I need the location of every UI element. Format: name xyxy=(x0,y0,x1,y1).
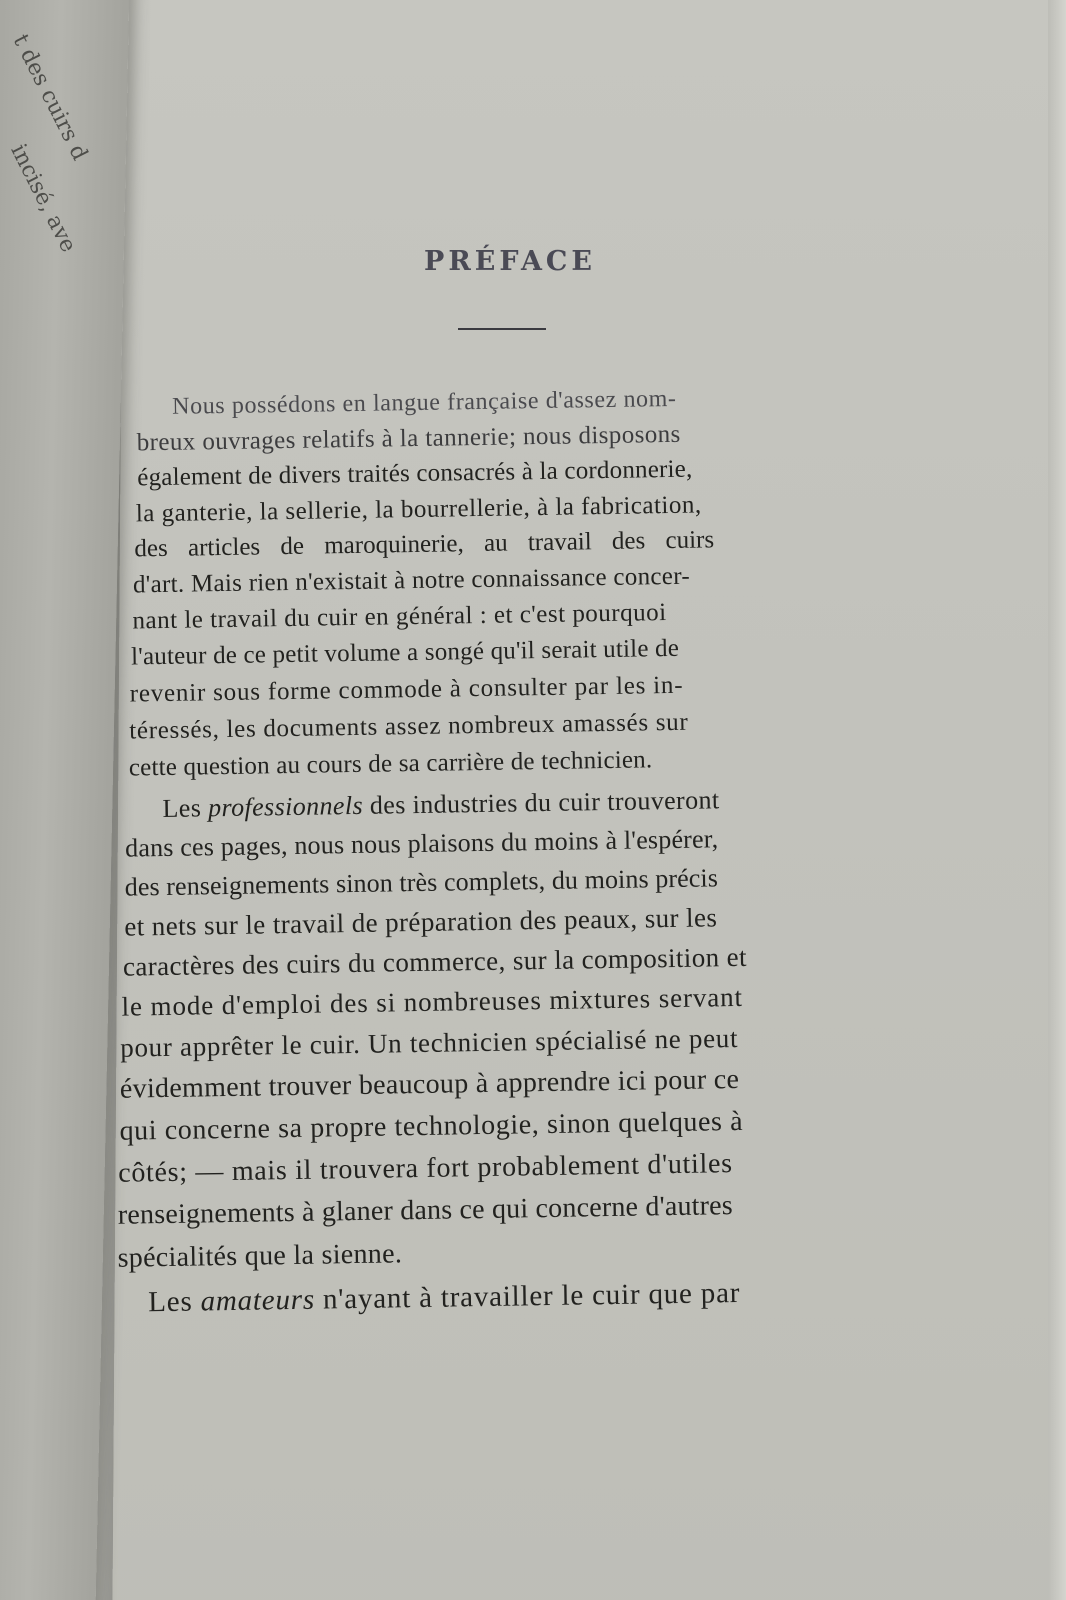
text-line: caractères des cuirs du commerce, sur la composition et xyxy=(122,941,748,982)
text-line: également de divers traités consacrés à la cordonnerie, xyxy=(137,455,693,492)
text-line: Nous possédons en langue française d'assez nom- xyxy=(171,385,677,420)
body-text xyxy=(96,382,936,1319)
text-line: dans ces pages, nous nous plaisons du moins à l'espérer, xyxy=(124,824,719,863)
previous-page-fragment: incisé, ave xyxy=(5,140,81,257)
text-run: n'ayant à travailler le cuir que par xyxy=(314,1276,741,1316)
text-line: revenir sous forme commode à consulter par les in- xyxy=(129,671,684,708)
text-line xyxy=(162,785,719,824)
emphasis-text: professionnels xyxy=(207,790,364,823)
text-line: d'art. Mais rien n'existait à notre connaissance concer- xyxy=(132,562,691,599)
text-line: nant le travail du cuir en général : et c'est pourquoi xyxy=(132,599,667,635)
text-line: téressés, les documents assez nombreux amassés sur xyxy=(129,708,689,745)
emphasis-text: amateurs xyxy=(200,1283,316,1318)
title-rule xyxy=(458,328,546,330)
text-run: Les xyxy=(148,1285,201,1319)
text-line: spécialités que la sienne. xyxy=(117,1238,403,1274)
text-run: Les xyxy=(162,793,209,824)
page-title: PRÉFACE xyxy=(424,246,596,277)
previous-page-fragment: t des cuirs d xyxy=(7,30,93,165)
text-line: pour apprêter le cuir. Un technicien spécialisé ne peut xyxy=(120,1022,739,1063)
text-line: breux ouvrages relatifs à la tannerie; nous disposons xyxy=(136,420,681,457)
text-line: renseignements à glaner dans ce qui concerne d'autres xyxy=(117,1190,734,1231)
text-line: des articles de maroquinerie, au travail des cuirs xyxy=(134,526,715,563)
text-line: qui concerne sa propre technologie, sinon quelques à xyxy=(119,1105,744,1147)
text-line: cette question au cours de sa carrière de technicien. xyxy=(128,746,653,782)
text-line: et nets sur le travail de préparation des peaux, sur les xyxy=(124,902,718,942)
text-line: le mode d'emploi des si nombreuses mixtures servant xyxy=(121,981,744,1022)
text-line: côtés; — mais il trouvera fort probablement d'utiles xyxy=(117,1148,733,1189)
text-line: des renseignements sinon très complets, du moins précis xyxy=(124,863,719,902)
text-line xyxy=(148,1277,740,1319)
text-run: des industries du cuir trouveront xyxy=(362,785,720,820)
text-line: la ganterie, la sellerie, la bourrellerie, à la fabrication, xyxy=(135,491,702,528)
text-line: l'auteur de ce petit volume a songé qu'il serait utile de xyxy=(130,634,680,671)
text-line: évidemment trouver beaucoup à apprendre ici pour ce xyxy=(119,1063,740,1105)
